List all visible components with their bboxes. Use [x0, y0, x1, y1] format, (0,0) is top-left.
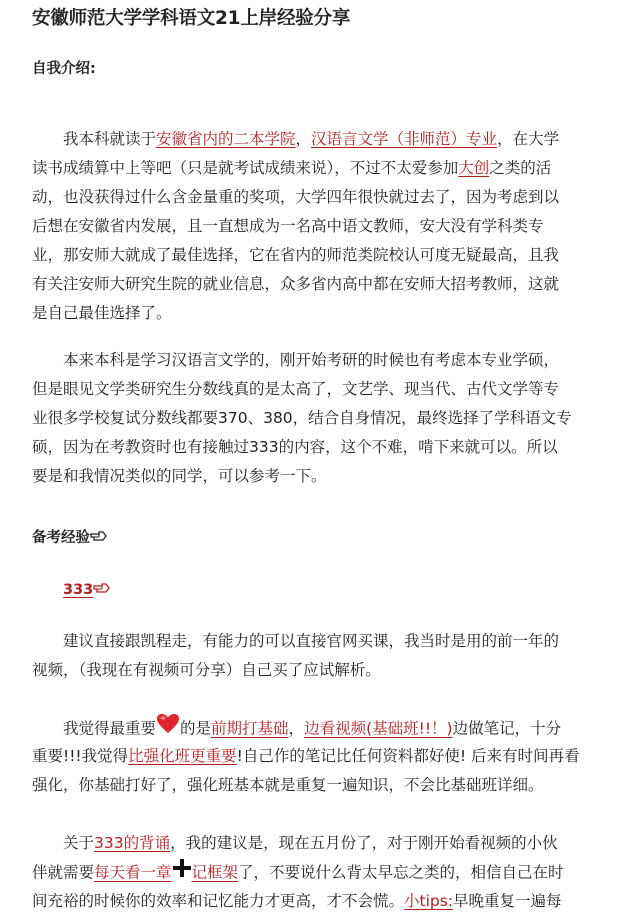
pointing-hand-icon	[93, 582, 111, 598]
intro-paragraph-1	[32, 125, 580, 328]
prep-paragraph-3	[32, 829, 580, 916]
highlight-major: 汉语言文学（非师范）专业	[311, 130, 498, 148]
plus-icon	[172, 858, 192, 888]
text-line: 我本科就读于安徽省内的二本学院，汉语言文学（非师范）专业，在大学	[63, 130, 560, 148]
heart-icon	[156, 713, 180, 745]
text-line: 建议直接跟凯程走，有能力的可以直接官网买课，我当时是用的前一年的	[63, 632, 560, 650]
highlight-foundation: 前期打基础	[211, 719, 289, 738]
text-line: 我觉得最重要 的是前期打基础，边看视频(基础班!!！)边做笔记，十分	[32, 713, 580, 742]
text-line: 视频，（我现在有视频可分享）自己买了应试解析。	[32, 661, 381, 679]
text-line: 本来本科是学习汉语言文学的，刚开始考研的时候也有考虑本专业学硕，	[63, 351, 560, 369]
highlight-tips: 小tips:	[404, 892, 454, 910]
highlight-333-recitation: 333的背诵	[94, 834, 171, 852]
prep-paragraph-1	[32, 627, 580, 685]
text-line: 业，那安师大就成了最佳选择，它在省内的师范类院校认可度无疑最高，且我	[32, 246, 560, 264]
section-heading-intro: 自我介绍:	[32, 61, 96, 77]
text-line: 重要!!!我觉得比强化班更重要!自己作的笔记比任何资料都好使! 后来有时间再看	[32, 747, 580, 765]
text-line: 后想在安徽省内发展，且一直想成为一名高中语文教师，安大没有学科类专	[32, 217, 544, 235]
highlight-framework: 记框架	[191, 863, 239, 882]
text-line: 关于333的背诵，我的建议是，现在五月份了，对于刚开始看视频的小伙	[63, 834, 558, 852]
text-line: 读书成绩算中上等吧（只是就考试成绩来说），不过不太爱参加大创之类的活	[32, 159, 552, 177]
text-line: 是自己最佳选择了。	[32, 304, 172, 322]
subsection-333: 333	[63, 582, 111, 598]
text-line: 强化，你基础打好了，强化班基本就是重复一遍知识，不会比基础班详细。	[32, 776, 544, 794]
intro-paragraph-2	[32, 346, 580, 491]
text-line: 硕，因为在考教资时也有接触过333的内容，这个不难，啃下来就可以。所以	[32, 438, 558, 456]
text-line: 间充裕的时候你的效率和记忆能力才更高，才不会慌。小tips:早晚重复一遍每	[32, 892, 562, 910]
page-title: 安徽师范大学学科语文21上岸经验分享	[32, 8, 351, 29]
highlight-chapter-per-day: 每天看一章	[94, 863, 172, 882]
text-line: 伴就需要每天看一章 记框架了，不要说什么背太早忘之类的，相信自己在时	[32, 858, 580, 887]
text-line: 有关注安师大研究生院的就业信息，众多省内高中都在安师大招考教师，这就	[32, 275, 560, 293]
text-line: 动，也没获得过什么含金量重的奖项，大学四年很快就过去了，因为考虑到以	[32, 188, 560, 206]
text-line: 业很多学校复试分数线都要370、380，结合自身情况，最终选择了学科语文专	[32, 409, 572, 427]
pointing-hand-icon	[90, 530, 108, 546]
prep-paragraph-2	[32, 713, 580, 800]
highlight-videos: 边看视频(基础班!!！)	[304, 719, 453, 738]
highlight-dachuang: 大创	[458, 159, 490, 177]
highlight-better-than-intensive: 比强化班更重要	[128, 747, 237, 765]
text-line: 但是眼见文学类研究生分数线真的是太高了，文艺学、现当代、古代文学等专	[32, 380, 560, 398]
highlight-school: 安徽省内的二本学院	[156, 130, 296, 148]
text-line: 要是和我情况类似的同学，可以参考一下。	[32, 467, 327, 485]
section-heading-prep: 备考经验	[32, 526, 108, 547]
